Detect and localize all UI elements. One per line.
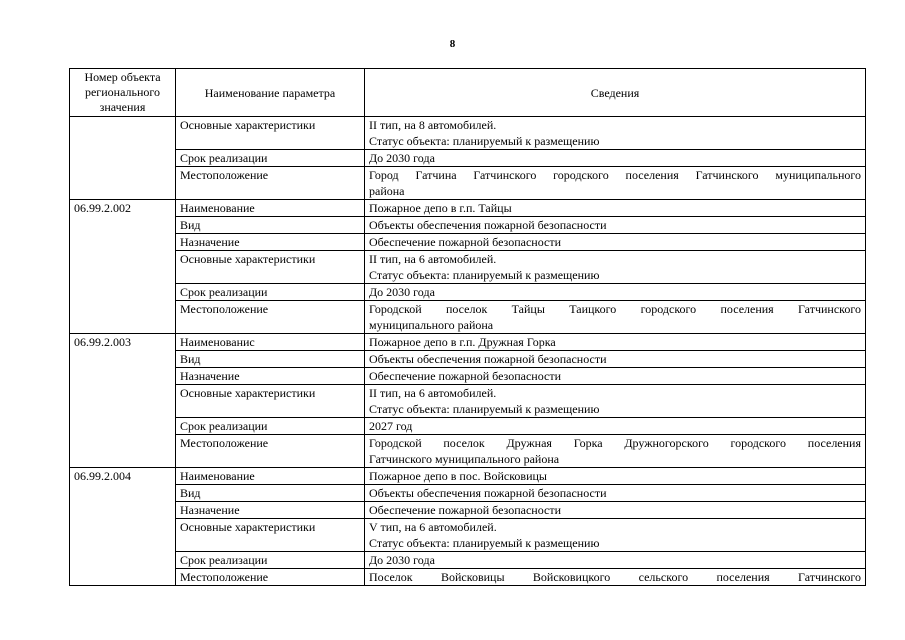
details-line: II тип, на 8 автомобилей. (369, 118, 497, 132)
parameter-name-cell: Основные характеристики (176, 117, 365, 150)
details-line: До 2030 года (369, 151, 435, 165)
details-cell (365, 251, 866, 284)
object-number-cell (70, 117, 176, 200)
parameter-name-cell: Назначение (176, 368, 365, 385)
details-line: Пожарное депо в г.п. Тайцы (369, 201, 512, 215)
table-row (70, 234, 866, 251)
details-line: Пожарное депо в пос. Войсковицы (369, 469, 547, 483)
object-number-cell: 06.99.2.004 (70, 468, 176, 586)
table-row (70, 385, 866, 418)
parameter-name-cell: Срок реализации (176, 284, 365, 301)
parameter-name-cell: Вид (176, 485, 365, 502)
table-row (70, 251, 866, 284)
table-row (70, 117, 866, 150)
parameter-name-cell: Назначение (176, 502, 365, 519)
details-line: Обеспечение пожарной безопасности (369, 503, 562, 517)
details-cell (365, 385, 866, 418)
details-cell (365, 552, 866, 569)
details-line: II тип, на 6 автомобилей. (369, 252, 497, 266)
details-line: Поселок Войсковицы Войсковицкого сельского поселения Гатчинского (369, 570, 861, 584)
details-cell (365, 284, 866, 301)
parameter-name-cell: Местоположение (176, 301, 365, 334)
details-line: Статус объекта: планируемый к размещению (369, 402, 600, 416)
table-row (70, 334, 866, 351)
parameter-name-cell: Срок реализации (176, 552, 365, 569)
details-cell (365, 485, 866, 502)
details-line: Городской поселок Тайцы Таицкого городского поселения Гатчинского (369, 302, 861, 316)
details-cell (365, 234, 866, 251)
details-line: района (369, 184, 405, 198)
table-row (70, 418, 866, 435)
table-row (70, 351, 866, 368)
details-line: 2027 год (369, 419, 413, 433)
table-row (70, 200, 866, 217)
details-cell (365, 351, 866, 368)
details-cell (365, 200, 866, 217)
details-line: До 2030 года (369, 553, 435, 567)
table-body (70, 117, 866, 586)
details-line: Объекты обеспечения пожарной безопасности (369, 352, 607, 366)
page-number: 8 (449, 38, 456, 50)
table-row (70, 368, 866, 385)
table-header-row (70, 69, 866, 117)
details-cell (365, 334, 866, 351)
parameter-name-cell: Срок реализации (176, 150, 365, 167)
details-cell (365, 301, 866, 334)
table-row (70, 435, 866, 468)
details-line: Объекты обеспечения пожарной безопасности (369, 486, 607, 500)
details-line: Городской поселок Дружная Горка Дружногорского городского поселения (369, 436, 861, 450)
details-line: Обеспечение пожарной безопасности (369, 369, 562, 383)
table-row (70, 485, 866, 502)
details-line: Статус объекта: планируемый к размещению (369, 134, 600, 148)
table-row (70, 569, 866, 586)
parameter-name-cell: Местоположение (176, 167, 365, 200)
parameter-name-cell: Назначение (176, 234, 365, 251)
parameter-name-cell: Местоположение (176, 435, 365, 468)
object-number-cell: 06.99.2.003 (70, 334, 176, 468)
details-cell (365, 468, 866, 485)
details-cell (365, 368, 866, 385)
details-cell (365, 519, 866, 552)
parameter-name-cell: Наименование (176, 468, 365, 485)
parameter-name-cell: Наименованис (176, 334, 365, 351)
header-object-number: Номер объекта регионального значения (70, 69, 176, 117)
details-line: Объекты обеспечения пожарной безопасности (369, 218, 607, 232)
details-line: Гатчинского муниципального района (369, 452, 560, 466)
parameter-name-cell: Местоположение (176, 569, 365, 586)
details-line: Статус объекта: планируемый к размещению (369, 268, 600, 282)
header-details: Сведения (365, 69, 866, 117)
parameter-name-cell: Вид (176, 351, 365, 368)
details-line: V тип, на 6 автомобилей. (369, 520, 497, 534)
table-row (70, 217, 866, 234)
details-cell (365, 435, 866, 468)
details-line: муниципального района (369, 318, 494, 332)
parameter-name-cell: Наименование (176, 200, 365, 217)
details-line: Город Гатчина Гатчинского городского поселения Гатчинского муниципального (369, 168, 861, 182)
table-row (70, 552, 866, 569)
details-cell (365, 569, 866, 586)
parameter-name-cell: Основные характеристики (176, 519, 365, 552)
table-row (70, 301, 866, 334)
details-cell (365, 150, 866, 167)
details-cell (365, 418, 866, 435)
table-row (70, 468, 866, 485)
parameter-name-cell: Вид (176, 217, 365, 234)
details-cell (365, 117, 866, 150)
parameter-name-cell: Срок реализации (176, 418, 365, 435)
details-cell (365, 217, 866, 234)
details-line: II тип, на 6 автомобилей. (369, 386, 497, 400)
details-line: Пожарное депо в г.п. Дружная Горка (369, 335, 556, 349)
parameters-table (69, 68, 866, 586)
table-row (70, 502, 866, 519)
details-line: Обеспечение пожарной безопасности (369, 235, 562, 249)
parameter-name-cell: Основные характеристики (176, 385, 365, 418)
table-row (70, 284, 866, 301)
header-parameter-name: Наименование параметра (176, 69, 365, 117)
parameter-name-cell: Основные характеристики (176, 251, 365, 284)
details-line: Статус объекта: планируемый к размещению (369, 536, 600, 550)
details-cell (365, 167, 866, 200)
details-cell (365, 502, 866, 519)
table-row (70, 167, 866, 200)
table-row (70, 519, 866, 552)
details-line: До 2030 года (369, 285, 435, 299)
object-number-cell: 06.99.2.002 (70, 200, 176, 334)
table-row (70, 150, 866, 167)
